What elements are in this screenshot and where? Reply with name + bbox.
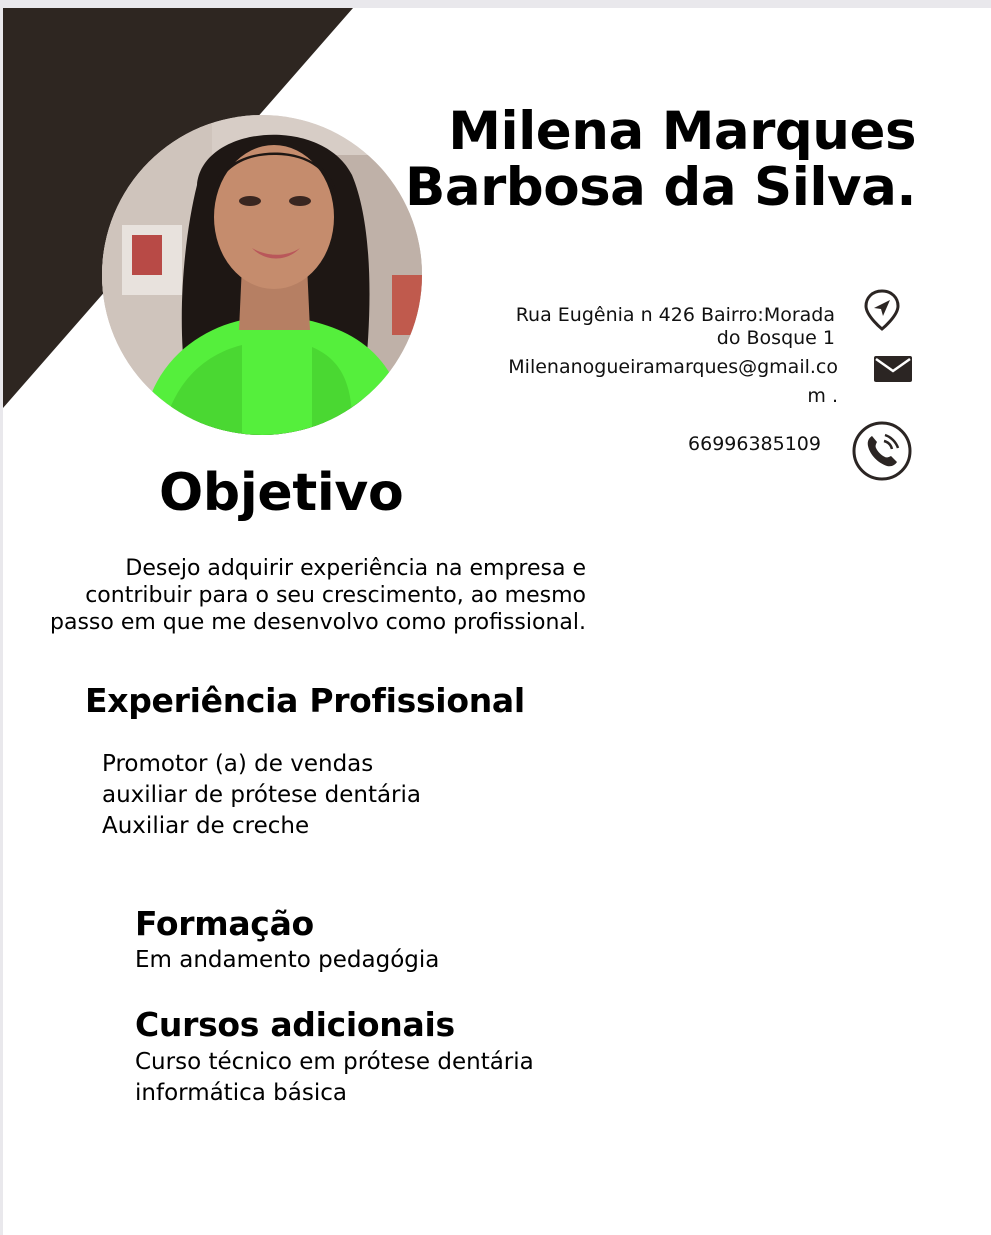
experiencia-heading: Experiência Profissional <box>85 681 525 720</box>
email-line-2: m . <box>807 385 838 407</box>
objetivo-line-3: passo em que me desenvolvo como profissional. <box>50 610 586 635</box>
contact-email <box>418 356 838 408</box>
candidate-name <box>356 101 916 218</box>
contact-address <box>435 304 835 350</box>
list-item: Curso técnico em prótese dentária <box>135 1049 534 1075</box>
objetivo-text <box>3 555 586 636</box>
list-item: Auxiliar de creche <box>102 813 310 839</box>
list-item: Promotor (a) de vendas <box>102 751 374 777</box>
list-item: auxiliar de prótese dentária <box>102 782 421 808</box>
cursos-list <box>135 1047 534 1109</box>
address-line-2: do Bosque 1 <box>716 327 835 349</box>
cursos-heading: Cursos adicionais <box>135 1005 455 1044</box>
objetivo-heading: Objetivo <box>159 463 404 523</box>
address-line-1: Rua Eugênia n 426 Bairro:Morada <box>515 304 835 326</box>
location-pin-icon <box>864 289 900 331</box>
objetivo-line-2: contribuir para o seu crescimento, ao mesmo <box>85 583 586 608</box>
name-line-1: Milena Marques <box>448 101 916 162</box>
formacao-text: Em andamento pedagógia <box>135 947 440 973</box>
envelope-icon <box>873 354 913 384</box>
experiencia-list <box>102 749 421 842</box>
phone-icon <box>852 421 912 481</box>
resume-page <box>3 8 991 1235</box>
formacao-heading: Formação <box>135 904 314 943</box>
contact-phone: 66996385109 <box>688 433 821 455</box>
name-line-2: Barbosa da Silva. <box>404 157 916 218</box>
objetivo-line-1: Desejo adquirir experiência na empresa e <box>125 556 586 581</box>
email-line-1: Milenanogueiramarques@gmail.co <box>508 356 838 378</box>
list-item: informática básica <box>135 1080 347 1106</box>
